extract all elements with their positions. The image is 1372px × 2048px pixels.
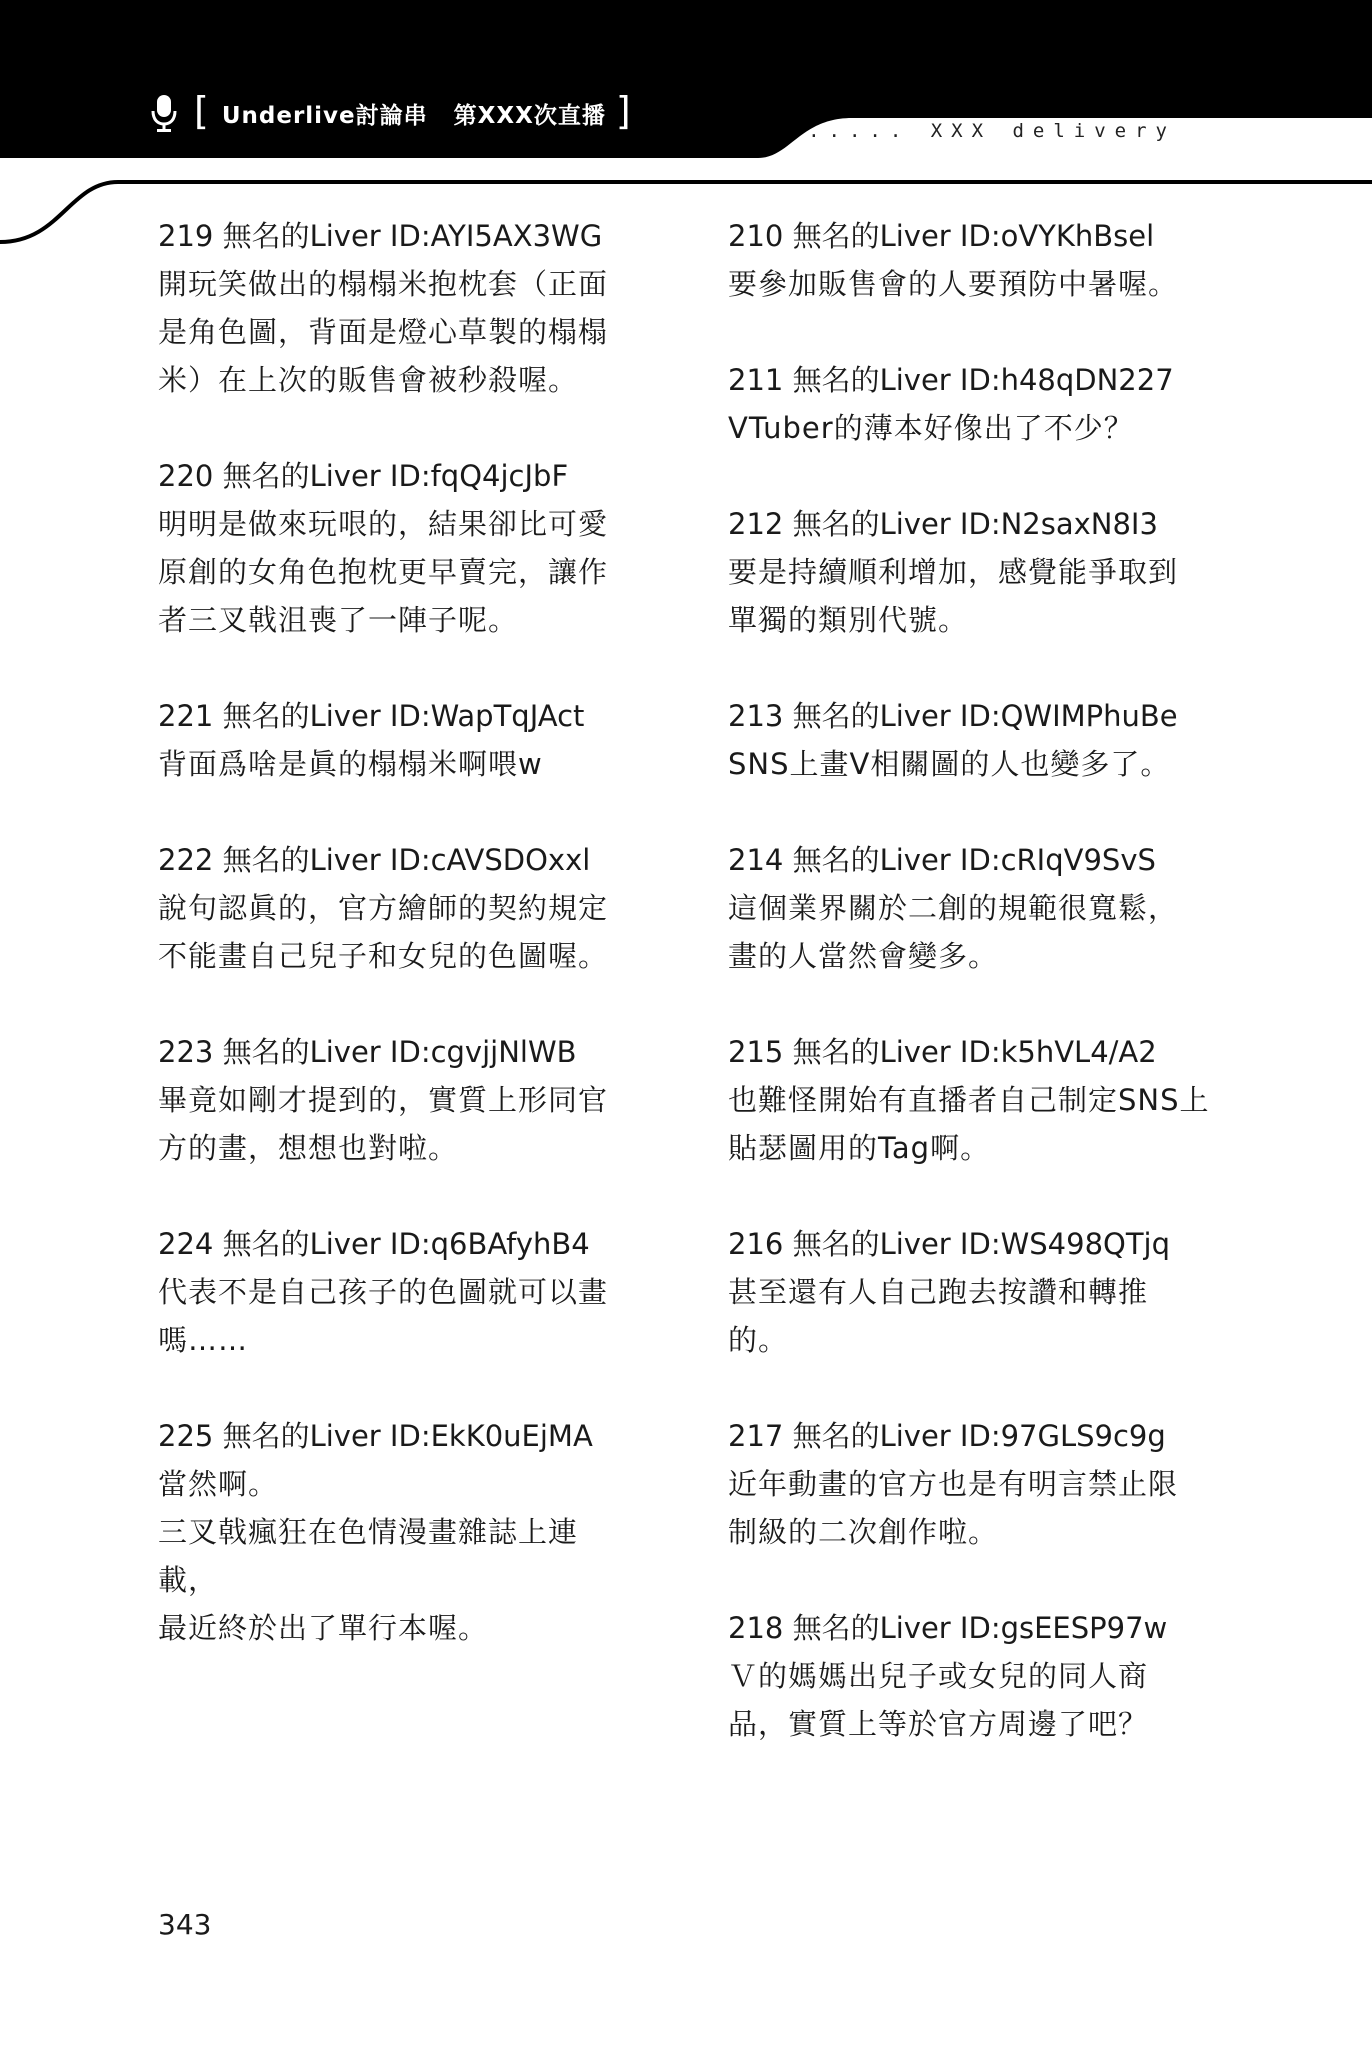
left-post-column bbox=[158, 212, 638, 1700]
thread-title: Underlive討論串 bbox=[221, 102, 428, 129]
header-tagline: ..... XXX delivery bbox=[808, 120, 1176, 142]
post-body-line: 這個業界關於二創的規範很寬鬆， bbox=[728, 891, 1179, 925]
forum-post bbox=[728, 212, 1208, 308]
post-body-line: 畫的人當然會變多。 bbox=[728, 939, 999, 973]
post-body-line: 近年動畫的官方也是有明言禁止限 bbox=[728, 1467, 1179, 1501]
post-body-line: 貼瑟圖用的Tag啊。 bbox=[728, 1131, 991, 1165]
post-header: 222 無名的Liver ID:cAVSDOxxl bbox=[158, 843, 591, 877]
post-body-line: 制級的二次創作啦。 bbox=[728, 1515, 999, 1549]
forum-post bbox=[158, 452, 638, 644]
forum-post bbox=[728, 1220, 1208, 1364]
post-body-line: 代表不是自己孩子的色圖就可以畫 bbox=[158, 1275, 609, 1309]
post-body-line: 明明是做來玩哏的，結果卻比可愛 bbox=[158, 507, 609, 541]
post-body-line: 方的畫，想想也對啦。 bbox=[158, 1131, 459, 1165]
post-body-line: 當然啊。 bbox=[158, 1467, 279, 1501]
stream-number-title: 第XXX次直播 bbox=[453, 102, 606, 129]
post-header: 212 無名的Liver ID:N2saxN8I3 bbox=[728, 507, 1158, 541]
post-header: 225 無名的Liver ID:EkK0uEjMA bbox=[158, 1419, 593, 1453]
post-body-line: 品，實質上等於官方周邊了吧？ bbox=[728, 1707, 1149, 1741]
post-body-line: 原創的女角色抱枕更早賣完，讓作 bbox=[158, 555, 609, 589]
post-header: 219 無名的Liver ID:AYI5AX3WG bbox=[158, 219, 603, 253]
post-body-line: SNS上畫V相關圖的人也變多了。 bbox=[728, 747, 1171, 781]
post-body-line: 嗎…… bbox=[158, 1323, 249, 1357]
post-body-line: Ｖ的媽媽出兒子或女兒的同人商 bbox=[728, 1659, 1149, 1693]
forum-post bbox=[728, 356, 1208, 452]
post-body-line: 背面爲啥是眞的榻榻米啊喂w bbox=[158, 747, 543, 781]
post-header: 211 無名的Liver ID:h48qDN227 bbox=[728, 363, 1174, 397]
page-number: 343 bbox=[158, 1908, 212, 1941]
post-body-line: 單獨的類別代號。 bbox=[728, 603, 969, 637]
forum-post bbox=[158, 836, 638, 980]
post-header: 213 無名的Liver ID:QWIMPhuBe bbox=[728, 699, 1178, 733]
forum-post bbox=[728, 1028, 1208, 1172]
post-body-line: 要是持續順利增加，感覺能爭取到 bbox=[728, 555, 1179, 589]
post-header: 217 無名的Liver ID:97GLS9c9g bbox=[728, 1419, 1166, 1453]
post-body-line: 是角色圖，背面是燈心草製的榻榻 bbox=[158, 315, 609, 349]
forum-post bbox=[158, 1220, 638, 1364]
forum-post bbox=[158, 692, 638, 788]
post-body-line: 開玩笑做出的榻榻米抱枕套（正面 bbox=[158, 267, 609, 301]
post-body-line: 載， bbox=[158, 1563, 219, 1597]
forum-post bbox=[728, 500, 1208, 644]
post-header: 214 無名的Liver ID:cRIqV9SvS bbox=[728, 843, 1156, 877]
forum-post bbox=[158, 212, 638, 404]
forum-post bbox=[728, 836, 1208, 980]
post-body-line: 不能畫自己兒子和女兒的色圖喔。 bbox=[158, 939, 609, 973]
post-header: 223 無名的Liver ID:cgvjjNlWB bbox=[158, 1035, 577, 1069]
post-body-line: 三叉戟瘋狂在色情漫畫雜誌上連 bbox=[158, 1515, 579, 1549]
forum-post bbox=[158, 1412, 638, 1652]
post-header: 220 無名的Liver ID:fqQ4jcJbF bbox=[158, 459, 569, 493]
header-title bbox=[150, 88, 632, 138]
forum-post bbox=[728, 1604, 1208, 1748]
title-bracket-open: [ bbox=[194, 89, 210, 133]
post-body-line: 甚至還有人自己跑去按讚和轉推 bbox=[728, 1275, 1149, 1309]
post-header: 210 無名的Liver ID:oVYKhBsel bbox=[728, 219, 1155, 253]
post-header: 224 無名的Liver ID:q6BAfyhB4 bbox=[158, 1227, 590, 1261]
forum-post bbox=[728, 692, 1208, 788]
right-post-column bbox=[728, 212, 1208, 1796]
post-header: 216 無名的Liver ID:WS498QTjq bbox=[728, 1227, 1171, 1261]
post-body-line: 要參加販售會的人要預防中暑喔。 bbox=[728, 267, 1179, 301]
post-body-line: 者三叉戟沮喪了一陣子呢。 bbox=[158, 603, 519, 637]
post-body-line: 米）在上次的販售會被秒殺喔。 bbox=[158, 363, 579, 397]
microphone-icon bbox=[150, 93, 178, 133]
post-body-line: 畢竟如剛才提到的，實質上形同官 bbox=[158, 1083, 609, 1117]
post-body-line: 也難怪開始有直播者自己制定SNS上 bbox=[728, 1083, 1210, 1117]
title-bracket-close: ] bbox=[615, 89, 632, 133]
forum-post bbox=[158, 1028, 638, 1172]
post-header: 221 無名的Liver ID:WapTqJAct bbox=[158, 699, 585, 733]
post-body-line: VTuber的薄本好像出了不少？ bbox=[728, 411, 1134, 445]
post-body-line: 說句認眞的，官方繪師的契約規定 bbox=[158, 891, 609, 925]
post-header: 215 無名的Liver ID:k5hVL4/A2 bbox=[728, 1035, 1157, 1069]
post-header: 218 無名的Liver ID:gsEESP97w bbox=[728, 1611, 1168, 1645]
post-body-line: 最近終於出了單行本喔。 bbox=[158, 1611, 489, 1645]
forum-post bbox=[728, 1412, 1208, 1556]
post-body-line: 的。 bbox=[728, 1323, 789, 1357]
